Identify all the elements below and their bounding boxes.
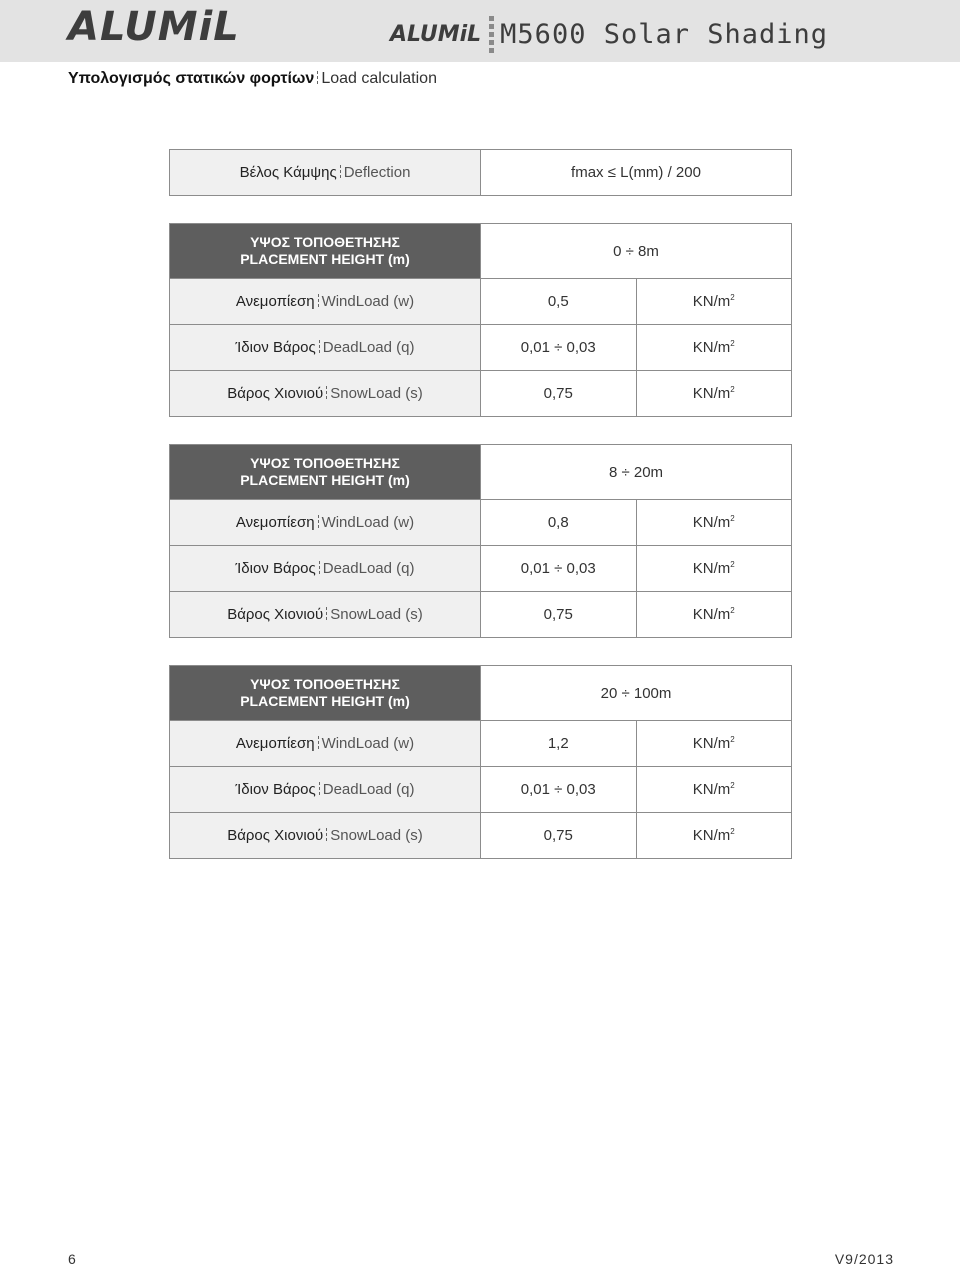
deflection-label: Βέλος Κάμψης Deflection [170, 150, 481, 196]
load-table [169, 223, 792, 417]
load-row [170, 325, 792, 371]
load-value: 0,01 ÷ 0,03 [481, 767, 637, 813]
load-label-greek: Βάρος Χιονιού [227, 385, 324, 402]
separator [319, 340, 320, 353]
alumil-logo [68, 4, 268, 50]
load-row [170, 813, 792, 859]
load-label-english: DeadLoad (q) [322, 781, 415, 798]
load-label-english: DeadLoad (q) [322, 339, 415, 356]
load-label [170, 325, 481, 371]
unit-exponent: 2 [730, 781, 735, 790]
load-label [170, 500, 481, 546]
load-unit [636, 279, 792, 325]
unit-exponent: 2 [730, 560, 735, 569]
load-label-english: SnowLoad (s) [330, 385, 423, 402]
load-label-english: SnowLoad (s) [330, 827, 423, 844]
separator [319, 561, 320, 574]
load-value: 0,01 ÷ 0,03 [481, 325, 637, 371]
separator [317, 71, 318, 84]
load-unit [636, 813, 792, 859]
load-unit [636, 767, 792, 813]
load-label-greek: Ίδιον Βάρος [235, 339, 316, 356]
unit-exponent: 2 [730, 606, 735, 615]
load-label-greek: Ανεμοπίεση [235, 293, 315, 310]
product-name: M5600 Solar Shading [500, 18, 829, 50]
load-label [170, 592, 481, 638]
unit-base: KN/m [692, 781, 731, 798]
load-label-english: WindLoad (w) [321, 293, 415, 310]
unit-base: KN/m [692, 339, 731, 356]
section-title [68, 70, 437, 88]
height-header-row [170, 666, 792, 721]
separator [319, 782, 320, 795]
brand-wordmark-small: ALUMiL [390, 21, 482, 47]
load-label-greek: Βάρος Χιονιού [227, 606, 324, 623]
unit-exponent: 2 [730, 827, 735, 836]
brand-wordmark: ALUMiL [68, 4, 240, 50]
separator [318, 515, 319, 528]
page-header [0, 0, 960, 62]
separator [318, 294, 319, 307]
unit-exponent: 2 [730, 293, 735, 302]
unit-base: KN/m [692, 293, 731, 310]
header-english: PLACEMENT HEIGHT (m) [240, 693, 410, 709]
placement-height-header [170, 224, 481, 279]
load-label-greek: Ίδιον Βάρος [235, 560, 316, 577]
unit-exponent: 2 [730, 514, 735, 523]
load-label [170, 546, 481, 592]
load-table [169, 665, 792, 859]
load-label-english: WindLoad (w) [321, 735, 415, 752]
unit-base: KN/m [692, 514, 731, 531]
separator [318, 736, 319, 749]
header-english: PLACEMENT HEIGHT (m) [240, 251, 410, 267]
load-value: 0,75 [481, 592, 637, 638]
load-label [170, 767, 481, 813]
load-label-greek: Ανεμοπίεση [235, 735, 315, 752]
header-greek: ΥΨΟΣ ΤΟΠΟΘΕΤΗΣΗΣ [250, 676, 400, 692]
load-table [169, 444, 792, 638]
deflection-value: fmax ≤ L(mm) / 200 [481, 150, 792, 196]
load-unit [636, 371, 792, 417]
load-label [170, 813, 481, 859]
separator [326, 386, 327, 399]
load-value: 0,75 [481, 371, 637, 417]
header-greek: ΥΨΟΣ ΤΟΠΟΘΕΤΗΣΗΣ [250, 234, 400, 250]
unit-exponent: 2 [730, 385, 735, 394]
divider-dots-icon [489, 16, 494, 53]
load-value: 1,2 [481, 721, 637, 767]
separator [326, 607, 327, 620]
page-number: 6 [68, 1251, 76, 1267]
load-row [170, 767, 792, 813]
load-label [170, 371, 481, 417]
unit-base: KN/m [692, 735, 731, 752]
load-unit [636, 592, 792, 638]
load-label-english: WindLoad (w) [321, 514, 415, 531]
header-english: PLACEMENT HEIGHT (m) [240, 472, 410, 488]
separator [326, 828, 327, 841]
placement-height-header [170, 445, 481, 500]
product-banner [390, 14, 828, 54]
load-value: 0,8 [481, 500, 637, 546]
load-row [170, 371, 792, 417]
load-label-greek: Βάρος Χιονιού [227, 827, 324, 844]
load-unit [636, 500, 792, 546]
load-label [170, 721, 481, 767]
load-unit [636, 546, 792, 592]
header-greek: ΥΨΟΣ ΤΟΠΟΘΕΤΗΣΗΣ [250, 455, 400, 471]
unit-exponent: 2 [730, 339, 735, 348]
height-header-row [170, 224, 792, 279]
load-label-greek: Ίδιον Βάρος [235, 781, 316, 798]
version-label: V9/2013 [834, 1251, 894, 1267]
load-label-english: DeadLoad (q) [322, 560, 415, 577]
load-value: 0,75 [481, 813, 637, 859]
load-label [170, 279, 481, 325]
load-unit [636, 325, 792, 371]
load-label-greek: Ανεμοπίεση [235, 514, 315, 531]
load-row [170, 500, 792, 546]
unit-exponent: 2 [730, 735, 735, 744]
load-row [170, 592, 792, 638]
unit-base: KN/m [692, 385, 731, 402]
height-range: 8 ÷ 20m [481, 445, 792, 500]
height-range: 0 ÷ 8m [481, 224, 792, 279]
placement-height-header [170, 666, 481, 721]
load-label-english: SnowLoad (s) [330, 606, 423, 623]
section-title-greek: Υπολογισμός στατικών φορτίων [68, 70, 315, 87]
load-row [170, 721, 792, 767]
height-header-row [170, 445, 792, 500]
height-range: 20 ÷ 100m [481, 666, 792, 721]
unit-base: KN/m [692, 560, 731, 577]
deflection-table [169, 149, 792, 196]
load-row [170, 279, 792, 325]
load-value: 0,01 ÷ 0,03 [481, 546, 637, 592]
load-value: 0,5 [481, 279, 637, 325]
section-title-english: Load calculation [321, 70, 437, 87]
load-row [170, 546, 792, 592]
deflection-row [170, 150, 792, 196]
unit-base: KN/m [692, 827, 731, 844]
unit-base: KN/m [692, 606, 731, 623]
load-unit [636, 721, 792, 767]
